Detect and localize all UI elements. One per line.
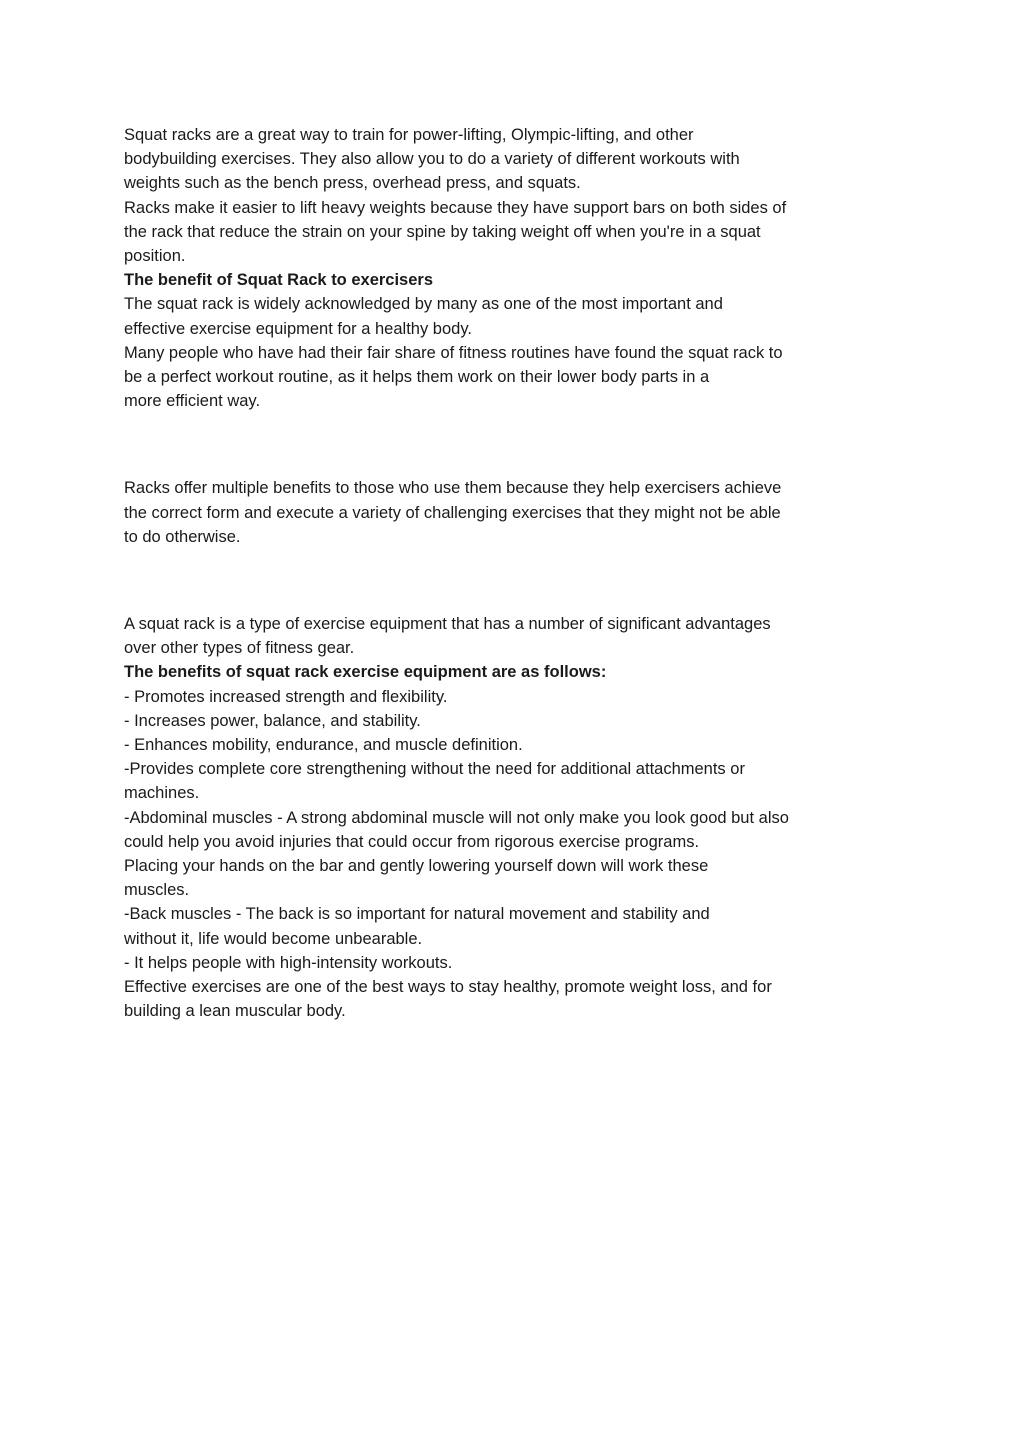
list-item: Placing your hands on the bar and gently lowering yourself down will work these (124, 857, 709, 876)
text-line: position. (124, 247, 186, 266)
list-item: -Back muscles - The back is so important for natural movement and stability and (124, 905, 710, 924)
paragraph-spacer (124, 413, 904, 476)
text-line: The squat rack is widely acknowledged by many as one of the most important and (124, 295, 723, 314)
list-item: -Abdominal muscles - A strong abdominal muscle will not only make you look good but also (124, 808, 789, 827)
list-item: - Enhances mobility, endurance, and muscle definition. (124, 736, 523, 755)
text-line: Racks make it easier to lift heavy weights because they have support bars on both sides of (124, 198, 787, 217)
text-line: A squat rack is a type of exercise equipment that has a number of significant advantages (124, 615, 771, 634)
section1-paragraph (124, 292, 904, 413)
text-line: building a lean muscular body. (124, 1002, 346, 1021)
document-page (124, 123, 904, 1024)
list-item: - It helps people with high-intensity workouts. (124, 953, 453, 972)
list-item: -Provides complete core strengthening without the need for additional attachments or (124, 760, 745, 779)
section3-paragraph (124, 612, 904, 660)
benefits-list (124, 685, 904, 1024)
text-line: effective exercise equipment for a healthy body. (124, 319, 472, 338)
text-line: Many people who have had their fair share of fitness routines have found the squat rack to (124, 343, 783, 362)
text-line: be a perfect workout routine, as it helps them work on their lower body parts in a (124, 368, 710, 387)
text-line: Squat racks are a great way to train for power-lifting, Olympic-lifting, and other (124, 126, 694, 144)
list-item: muscles. (124, 881, 190, 900)
list-item: - Increases power, balance, and stability. (124, 711, 421, 730)
text-line: the rack that reduce the strain on your spine by taking weight off when you're in a squat (124, 222, 761, 241)
text-line: bodybuilding exercises. They also allow you to do a variety of different workouts with (124, 150, 740, 169)
text-line: Effective exercises are one of the best ways to stay healthy, promote weight loss, and for (124, 978, 772, 997)
section-heading: The benefits of squat rack exercise equipment are as follows: (124, 663, 607, 682)
section-heading: The benefit of Squat Rack to exercisers (124, 271, 434, 290)
text-line: to do otherwise. (124, 527, 241, 546)
list-item: without it, life would become unbearable. (124, 929, 423, 948)
text-line: Racks offer multiple benefits to those who use them because they help exercisers achieve (124, 479, 782, 498)
paragraph-spacer (124, 549, 904, 612)
text-line: over other types of fitness gear. (124, 639, 355, 658)
text-line: weights such as the bench press, overhead press, and squats. (124, 174, 581, 193)
list-item: - Promotes increased strength and flexibility. (124, 687, 448, 706)
list-item: machines. (124, 784, 200, 803)
intro-paragraph (124, 123, 904, 268)
list-item: could help you avoid injuries that could occur from rigorous exercise programs. (124, 832, 700, 851)
text-line: the correct form and execute a variety of challenging exercises that they might not be able (124, 503, 781, 522)
section2-paragraph (124, 476, 904, 549)
text-line: more efficient way. (124, 392, 261, 411)
